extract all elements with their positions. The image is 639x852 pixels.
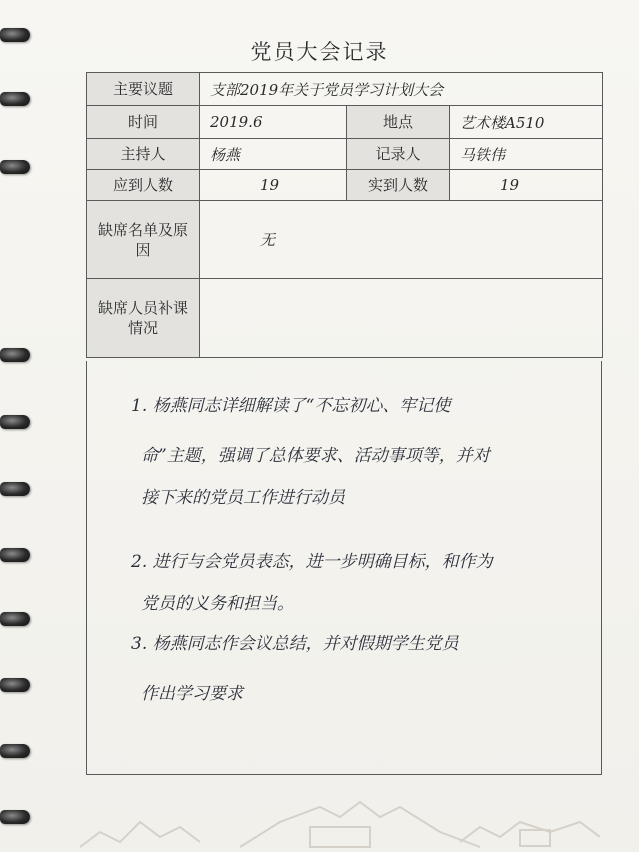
note-line: 2. 进行与会党员表态，进一步明确目标，和作为 [131, 552, 493, 572]
actual-value: 19 [450, 170, 603, 201]
time-label: 时间 [87, 106, 200, 139]
time-value: 2019.6 [200, 106, 347, 139]
host-value: 杨燕 [200, 139, 347, 170]
topic-value: 支部2019年关于党员学习计划大会 [200, 73, 603, 106]
makeup-label: 缺席人员补课情况 [87, 279, 200, 358]
actual-label: 实到人数 [347, 170, 450, 201]
host-label: 主持人 [87, 139, 200, 170]
note-line: 作出学习要求 [141, 684, 243, 704]
spiral-ring [0, 744, 30, 758]
record-form [86, 72, 603, 358]
spiral-ring [0, 810, 30, 824]
absent-label: 缺席名单及原因 [87, 201, 200, 279]
note-line: 3. 杨燕同志作会议总结，并对假期学生党员 [131, 634, 459, 654]
page-title: 党员大会记录 [250, 40, 389, 64]
place-value: 艺术楼A510 [450, 106, 603, 139]
note-line: 1. 杨燕同志详细解读了“不忘初心、牢记使 [131, 396, 451, 416]
absent-value: 无 [200, 201, 603, 279]
spiral-ring [0, 678, 30, 692]
decorative-skyline [80, 792, 600, 852]
spiral-ring [0, 348, 30, 362]
expected-label: 应到人数 [87, 170, 200, 201]
spiral-ring [0, 160, 30, 174]
spiral-ring [0, 548, 30, 562]
meeting-notes [86, 361, 602, 775]
note-line: 接下来的党员工作进行动员 [141, 488, 345, 508]
spiral-ring [0, 92, 30, 106]
note-line: 命”主题，强调了总体要求、活动事项等，并对 [141, 446, 490, 466]
expected-value: 19 [200, 170, 347, 201]
spiral-ring [0, 415, 30, 429]
recorder-value: 马铁伟 [450, 139, 603, 170]
spiral-ring [0, 612, 30, 626]
note-line: 党员的义务和担当。 [141, 594, 294, 614]
recorder-label: 记录人 [347, 139, 450, 170]
topic-label: 主要议题 [87, 73, 200, 106]
spiral-ring [0, 482, 30, 496]
makeup-value [200, 279, 603, 358]
place-label: 地点 [347, 106, 450, 139]
